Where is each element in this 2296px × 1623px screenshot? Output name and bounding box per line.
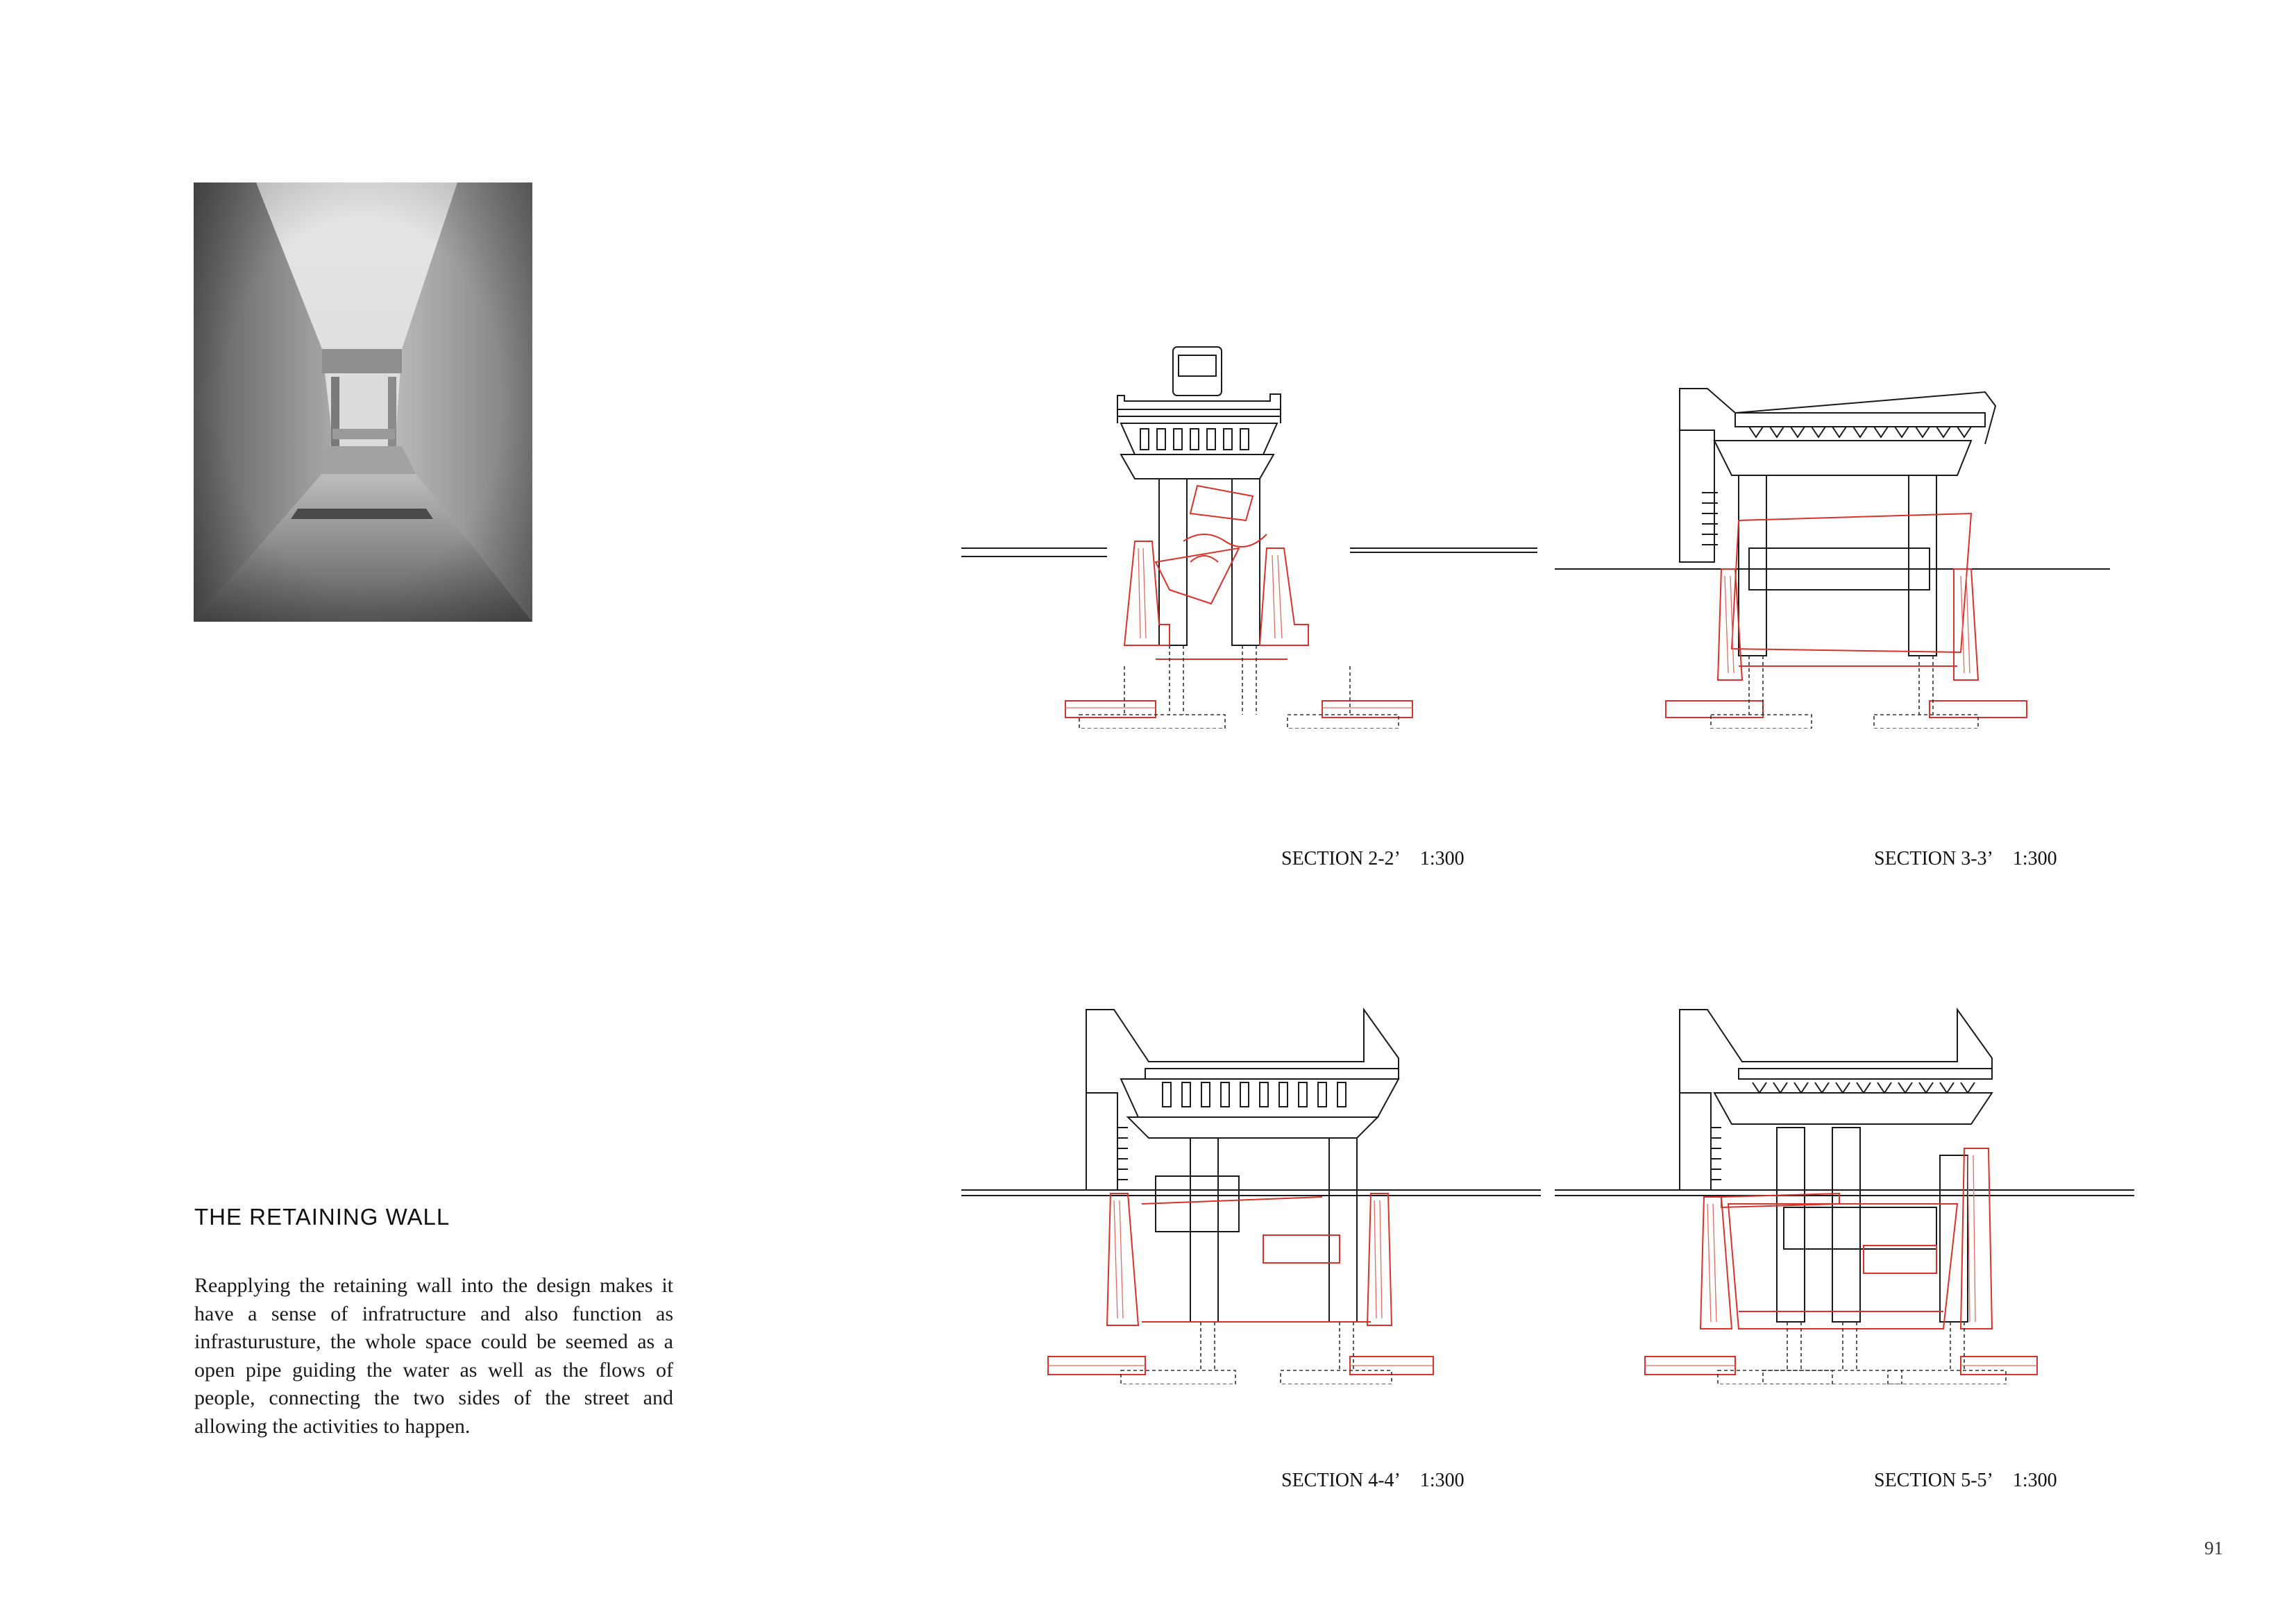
section-drawing-5 [1555,996,2145,1384]
section-scale: 1:300 [1419,1470,1464,1491]
section-caption-2 [1281,848,1464,870]
page-number: 91 [2204,1538,2223,1558]
section-drawing-3 [1555,340,2145,729]
section-5-drawing [1555,996,2145,1384]
description-paragraph: Reapplying the retaining wall into the design makes it have a sense of infratructure and also function as infrasturusture, the whole space could be seemed as a open pipe guiding the water as well as the flows of people, connecting the two sides of the street and allowing the activities to happen. [194,1274,673,1438]
section-4-drawing [961,996,1551,1384]
section-caption-4 [1281,1470,1464,1492]
section-2-drawing [961,340,1551,729]
section-label: SECTION 4-4’ [1281,1470,1401,1491]
section-scale: 1:300 [2012,1470,2057,1491]
retaining-wall-photo [194,182,532,622]
corridor-photo-image [194,182,532,622]
section-label: SECTION 5-5’ [1874,1470,1993,1491]
section-label: SECTION 2-2’ [1281,848,1401,869]
section-drawing-4 [961,996,1551,1384]
section-heading: THE RETAINING WALL [194,1204,450,1230]
section-caption-5 [1874,1470,2057,1492]
section-label: SECTION 3-3’ [1874,848,1993,869]
section-scale: 1:300 [1419,848,1464,869]
section-scale: 1:300 [2012,848,2057,869]
section-caption-3 [1874,848,2057,870]
section-3-drawing [1555,340,2145,729]
section-drawing-2 [961,340,1551,729]
